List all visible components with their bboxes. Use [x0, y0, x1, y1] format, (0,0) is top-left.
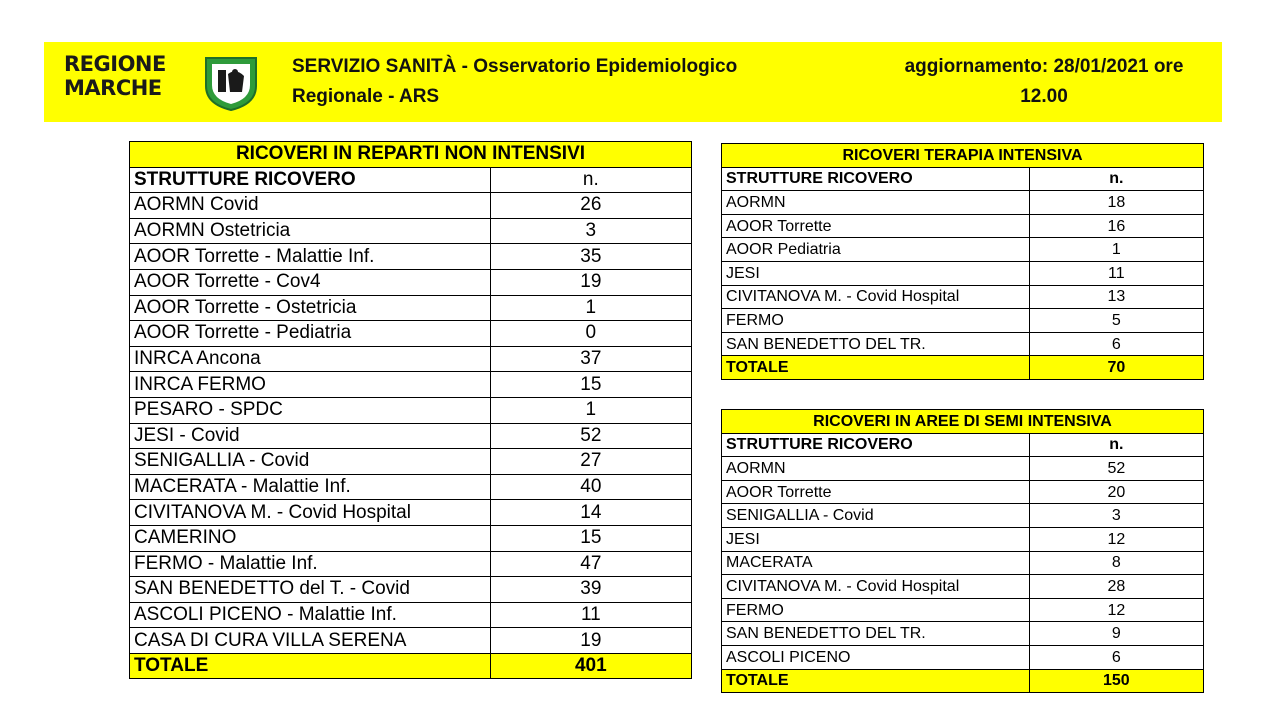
- table-row: [130, 321, 692, 347]
- count-cell: 26: [490, 193, 691, 219]
- table-row: [130, 269, 692, 295]
- count-cell: 27: [490, 449, 691, 475]
- count-cell: 12: [1029, 527, 1203, 551]
- semi-intensive-caption: RICOVERI IN AREE DI SEMI INTENSIVA: [722, 410, 1204, 434]
- structure-name-cell: FERMO - Malattie Inf.: [130, 551, 491, 577]
- table-caption-row: [722, 144, 1204, 168]
- count-cell: 1: [490, 295, 691, 321]
- table-row: [722, 261, 1204, 285]
- total-value: 70: [1029, 356, 1203, 380]
- structure-name-cell: JESI - Covid: [130, 423, 491, 449]
- table-header-row: [130, 167, 692, 193]
- structure-name-cell: CIVITANOVA M. - Covid Hospital: [130, 500, 491, 526]
- table-row: [130, 346, 692, 372]
- total-row: [722, 669, 1204, 693]
- table-row: [722, 598, 1204, 622]
- table-header-row: [722, 167, 1204, 191]
- structure-name-cell: SAN BENEDETTO DEL TR.: [722, 332, 1030, 356]
- structure-name-cell: CIVITANOVA M. - Covid Hospital: [722, 285, 1030, 309]
- column-header-structure: STRUTTURE RICOVERO: [722, 167, 1030, 191]
- table-row: [722, 551, 1204, 575]
- total-value: 401: [490, 653, 691, 679]
- table-row: [722, 309, 1204, 333]
- table-row: [130, 244, 692, 270]
- count-cell: 3: [490, 218, 691, 244]
- count-cell: 19: [490, 269, 691, 295]
- table-caption-row: [722, 410, 1204, 434]
- table-row: [722, 457, 1204, 481]
- count-cell: 39: [490, 577, 691, 603]
- table-row: [130, 295, 692, 321]
- count-cell: 18: [1029, 191, 1203, 215]
- table-row: [722, 480, 1204, 504]
- structure-name-cell: AOOR Torrette: [722, 214, 1030, 238]
- structure-name-cell: AOOR Torrette - Ostetricia: [130, 295, 491, 321]
- table-row: [722, 191, 1204, 215]
- table-row: [722, 238, 1204, 262]
- count-cell: 1: [490, 397, 691, 423]
- structure-name-cell: FERMO: [722, 598, 1030, 622]
- table-row: [722, 645, 1204, 669]
- table-row: [130, 372, 692, 398]
- non-intensive-table: [129, 141, 692, 679]
- structure-name-cell: AOOR Torrette: [722, 480, 1030, 504]
- logo-line-1: REGIONE: [64, 52, 166, 76]
- structure-name-cell: INRCA FERMO: [130, 372, 491, 398]
- structure-name-cell: FERMO: [722, 309, 1030, 333]
- non-intensive-caption: RICOVERI IN REPARTI NON INTENSIVI: [130, 142, 692, 168]
- table-row: [130, 218, 692, 244]
- structure-name-cell: AOOR Torrette - Malattie Inf.: [130, 244, 491, 270]
- count-cell: 19: [490, 628, 691, 654]
- title-line-2: Regionale - ARS: [292, 86, 440, 107]
- logo-line-2: MARCHE: [64, 76, 162, 100]
- structure-name-cell: MACERATA - Malattie Inf.: [130, 474, 491, 500]
- count-cell: 16: [1029, 214, 1203, 238]
- table-row: [130, 577, 692, 603]
- count-cell: 28: [1029, 575, 1203, 599]
- table-row: [130, 193, 692, 219]
- count-cell: 6: [1029, 645, 1203, 669]
- structure-name-cell: CASA DI CURA VILLA SERENA: [130, 628, 491, 654]
- table-row: [722, 285, 1204, 309]
- structure-name-cell: AORMN Covid: [130, 193, 491, 219]
- structure-name-cell: JESI: [722, 261, 1030, 285]
- structure-name-cell: AORMN Ostetricia: [130, 218, 491, 244]
- table-row: [130, 423, 692, 449]
- column-header-structure: STRUTTURE RICOVERO: [130, 167, 491, 193]
- count-cell: 6: [1029, 332, 1203, 356]
- structure-name-cell: SAN BENEDETTO DEL TR.: [722, 622, 1030, 646]
- total-label: TOTALE: [722, 669, 1030, 693]
- structure-name-cell: AOOR Pediatria: [722, 238, 1030, 262]
- table-row: [722, 332, 1204, 356]
- column-header-n: n.: [490, 167, 691, 193]
- structure-name-cell: INRCA Ancona: [130, 346, 491, 372]
- count-cell: 52: [1029, 457, 1203, 481]
- table-row: [130, 397, 692, 423]
- header-banner: [44, 42, 1222, 122]
- count-cell: 14: [490, 500, 691, 526]
- intensive-table: [721, 143, 1204, 380]
- structure-name-cell: SAN BENEDETTO del T. - Covid: [130, 577, 491, 603]
- update-timestamp: [864, 52, 1224, 112]
- count-cell: 20: [1029, 480, 1203, 504]
- count-cell: 9: [1029, 622, 1203, 646]
- total-row: [722, 356, 1204, 380]
- table-row: [130, 449, 692, 475]
- count-cell: 37: [490, 346, 691, 372]
- structure-name-cell: SENIGALLIA - Covid: [722, 504, 1030, 528]
- service-title: [292, 52, 737, 112]
- structure-name-cell: CAMERINO: [130, 525, 491, 551]
- table-row: [722, 622, 1204, 646]
- region-logo-text: [64, 52, 166, 100]
- structure-name-cell: SENIGALLIA - Covid: [130, 449, 491, 475]
- table-row: [130, 525, 692, 551]
- column-header-n: n.: [1029, 433, 1203, 457]
- update-line-2: 12.00: [1020, 86, 1068, 107]
- column-header-structure: STRUTTURE RICOVERO: [722, 433, 1030, 457]
- total-label: TOTALE: [722, 356, 1030, 380]
- semi-intensive-table: [721, 409, 1204, 693]
- table-row: [130, 500, 692, 526]
- count-cell: 12: [1029, 598, 1203, 622]
- table-row: [722, 504, 1204, 528]
- table-caption-row: [130, 142, 692, 168]
- table-row: [130, 628, 692, 654]
- structure-name-cell: AORMN: [722, 457, 1030, 481]
- column-header-n: n.: [1029, 167, 1203, 191]
- structure-name-cell: ASCOLI PICENO - Malattie Inf.: [130, 602, 491, 628]
- table-row: [130, 602, 692, 628]
- table-row: [722, 527, 1204, 551]
- count-cell: 40: [490, 474, 691, 500]
- total-label: TOTALE: [130, 653, 491, 679]
- count-cell: 15: [490, 525, 691, 551]
- structure-name-cell: MACERATA: [722, 551, 1030, 575]
- count-cell: 11: [490, 602, 691, 628]
- intensive-caption: RICOVERI TERAPIA INTENSIVA: [722, 144, 1204, 168]
- structure-name-cell: JESI: [722, 527, 1030, 551]
- table-row: [722, 214, 1204, 238]
- table-row: [130, 474, 692, 500]
- count-cell: 1: [1029, 238, 1203, 262]
- count-cell: 8: [1029, 551, 1203, 575]
- total-row: [130, 653, 692, 679]
- structure-name-cell: PESARO - SPDC: [130, 397, 491, 423]
- structure-name-cell: CIVITANOVA M. - Covid Hospital: [722, 575, 1030, 599]
- structure-name-cell: AOOR Torrette - Pediatria: [130, 321, 491, 347]
- count-cell: 35: [490, 244, 691, 270]
- title-line-1: SERVIZIO SANITÀ - Osservatorio Epidemiologico: [292, 56, 738, 77]
- structure-name-cell: AOOR Torrette - Cov4: [130, 269, 491, 295]
- count-cell: 13: [1029, 285, 1203, 309]
- structure-name-cell: AORMN: [722, 191, 1030, 215]
- table-row: [722, 575, 1204, 599]
- count-cell: 5: [1029, 309, 1203, 333]
- table-header-row: [722, 433, 1204, 457]
- count-cell: 47: [490, 551, 691, 577]
- total-value: 150: [1029, 669, 1203, 693]
- table-row: [130, 551, 692, 577]
- region-emblem-icon: [202, 52, 260, 112]
- update-line-1: aggiornamento: 28/01/2021 ore: [904, 56, 1184, 77]
- structure-name-cell: ASCOLI PICENO: [722, 645, 1030, 669]
- count-cell: 3: [1029, 504, 1203, 528]
- count-cell: 15: [490, 372, 691, 398]
- count-cell: 0: [490, 321, 691, 347]
- count-cell: 11: [1029, 261, 1203, 285]
- count-cell: 52: [490, 423, 691, 449]
